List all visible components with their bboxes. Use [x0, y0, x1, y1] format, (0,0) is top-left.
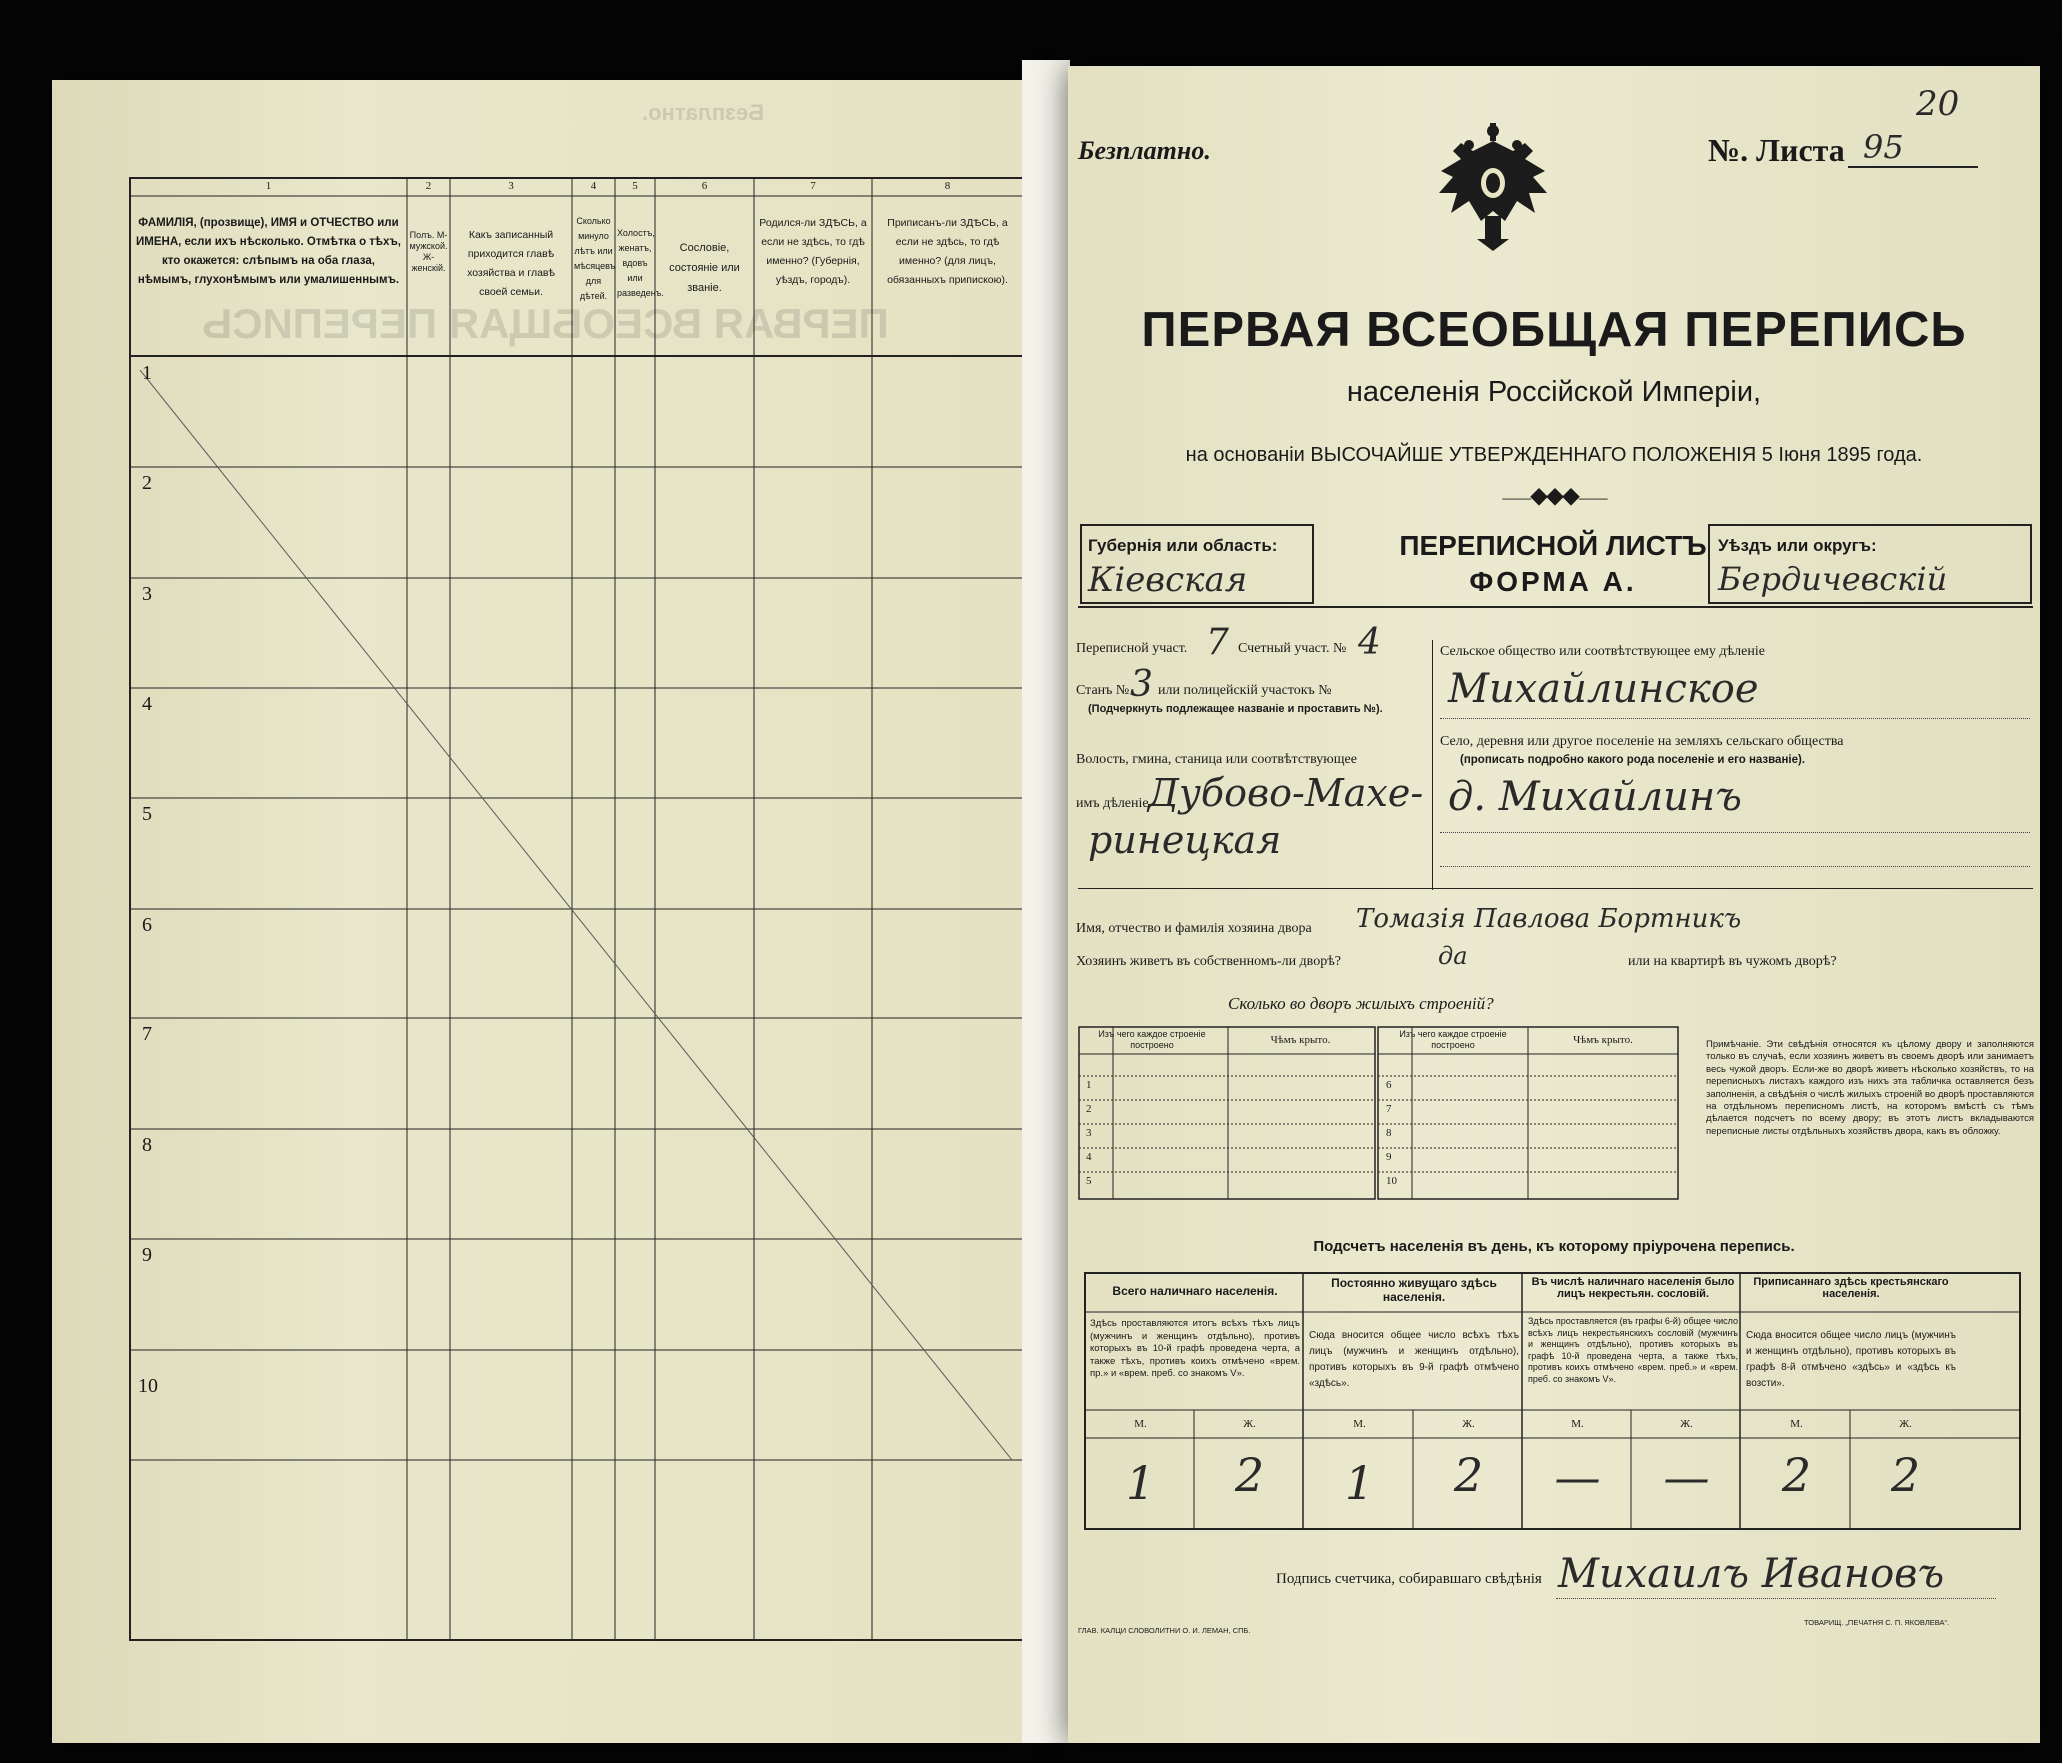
bld-row-number: 1	[1086, 1079, 1092, 1091]
count-value: 2	[1781, 1448, 1812, 1502]
rural-society-value: Михайлинское	[1448, 666, 1759, 712]
volost-label-2: имъ дѣленіе	[1076, 796, 1149, 811]
free-label: Безплатно.	[1078, 136, 1211, 165]
sex-f-label: Ж.	[1899, 1418, 1912, 1430]
count-header-total: Всего наличнаго населенія.	[1112, 1284, 1278, 1298]
rent-label: или на квартирѣ въ чужомъ дворѣ?	[1628, 954, 1837, 969]
sex-f-label: Ж.	[1243, 1418, 1256, 1430]
bld-row-number: 4	[1086, 1151, 1092, 1163]
sex-f-label: Ж.	[1680, 1418, 1693, 1430]
bld-row-number: 3	[1086, 1127, 1092, 1139]
count-value: 2	[1234, 1448, 1265, 1502]
volost-value: Дубово-Махе-	[1148, 771, 1424, 815]
district-label: Уѣздъ или округъ:	[1718, 536, 1877, 555]
own-yard-value: да	[1438, 942, 1468, 970]
row-number: 6	[142, 914, 152, 936]
count-value: 1	[1344, 1456, 1375, 1510]
count-value: 1	[1125, 1456, 1156, 1510]
left-page	[52, 80, 1027, 1743]
stan-value: 3	[1130, 664, 1153, 705]
col-header-sex: Полъ. М-мужской. Ж-женскій.	[409, 230, 448, 273]
underline-note: (Подчеркнуть подлежащее названіе и проставить №).	[1088, 703, 1383, 715]
sheet-number-value: 95	[1863, 128, 1904, 166]
district-value: Бердичевскій	[1718, 560, 1948, 598]
bleed-through-title: ПЕРВАЯ ВСЕОБЩАЯ ПЕРЕПИСЬ	[202, 300, 889, 347]
province-label: Губернія или область:	[1088, 536, 1278, 555]
col-header-estate: Сословіе, состояніе или званіе.	[669, 242, 740, 294]
count-header-non-peasant: Въ числѣ наличнаго населенія было лицъ некрестьян. сословій.	[1531, 1276, 1735, 1300]
bld-row-number: 5	[1086, 1175, 1092, 1187]
printer-mark-left: ГЛАВ. КАЛЦИ СЛОВОЛИТНИ О. И. ЛЕМАН, СПБ.	[1078, 1626, 1251, 1635]
count-value: 2	[1890, 1448, 1921, 1502]
page-title: ПЕРВАЯ ВСЕОБЩАЯ ПЕРЕПИСЬ	[1141, 303, 1967, 357]
col-header-relation: Какъ записанный приходится главѣ хозяйства и главѣ своей семьи.	[467, 229, 555, 298]
sheet-number-label: №. Листа	[1708, 132, 1845, 168]
row-number: 7	[142, 1023, 152, 1045]
sex-m-label: М.	[1134, 1418, 1147, 1430]
col-number: 2	[425, 180, 432, 192]
count-header-peasant: Приписаннаго здѣсь крестьянскаго населенія.	[1753, 1276, 1949, 1300]
col-header-birthplace: Родился-ли ЗДѢСЬ, а если не здѣсь, то гдѣ именно? (Губернія, уѣздъ, городъ).	[759, 217, 867, 286]
archive-number: 20	[1916, 84, 1960, 124]
col-number: 1	[265, 180, 272, 192]
count-desc-resident: Сюда вносится общее число всѣхъ тѣхъ лицъ (мужчинъ и женщинъ отдѣльно), противъ которыхъ въ 9-й графѣ отмѣчено «здѣсь».	[1309, 1330, 1519, 1389]
note-text: Примѣчаніе. Эти свѣдѣнія относятся къ цѣлому двору и заполняются только въ случаѣ, если хозяинъ живетъ въ своемъ дворѣ или занимаетъ весь чужой дворъ. Если-же во дворѣ живетъ нѣсколько хозяйствъ, то на переписныхъ листахъ каждого изъ нихъ эта табличка оставляется безъ заполненія, а свѣдѣнія о числѣ жилыхъ строеній во дворѣ проставляются на отдѣльномъ переписномъ листѣ, на которомъ вмѣстѣ съ тѣмъ дѣлается подсчетъ по всему двору; въ этотъ листъ вкладываются переписные листы отдѣльныхъ хозяйствъ двора, какъ въ обложку.	[1706, 1039, 2034, 1137]
row-number: 5	[142, 803, 152, 825]
count-value: 2	[1453, 1448, 1484, 1502]
row-number: 2	[142, 472, 152, 494]
count-header-resident: Постоянно живущаго здѣсь населенія.	[1331, 1276, 1497, 1304]
row-number: 9	[142, 1244, 152, 1266]
census-district-label: Переписной участ.	[1076, 641, 1188, 656]
right-page	[1068, 66, 2040, 1743]
rural-society-label: Сельское общество или соотвѣтствующее ему дѣленіе	[1440, 644, 1765, 659]
bld-header-material: Изъ чего каждое строеніе построено	[1098, 1029, 1206, 1050]
col-number: 6	[701, 180, 708, 192]
legal-basis: на основаніи ВЫСОЧАЙШЕ УТВЕРЖДЕННАГО ПОЛОЖЕНІЯ 5 Іюня 1895 года.	[1185, 444, 1923, 466]
imperial-eagle-emblem	[1433, 121, 1553, 251]
col-number: 8	[944, 180, 951, 192]
owner-value: Томазія Павлова Бортникъ	[1356, 904, 1742, 934]
row-number: 4	[142, 693, 152, 715]
province-value: Кіевская	[1088, 560, 1248, 600]
stan-label: Станъ №	[1076, 683, 1130, 698]
row-number: 3	[142, 583, 152, 605]
col-header-registered: Приписанъ-ли ЗДѢСЬ, а если не здѣсь, то гдѣ именно? (для лицъ, обязанныхъ припискою).	[887, 217, 1008, 286]
village-value: д. Михайлинъ	[1448, 774, 1742, 820]
count-district-value: 4	[1358, 622, 1381, 663]
village-note: (прописать подробно какого рода поселеніе и его названіе).	[1460, 754, 1806, 766]
form-subtitle: ФОРМА А.	[1469, 566, 1637, 597]
printer-mark-right: ТОВАРИЩ. „ПЕЧАТНЯ С. П. ЯКОВЛЕВА“.	[1804, 1618, 1950, 1627]
col-number: 3	[508, 180, 514, 192]
count-desc-peasant: Сюда вносится общее число лицъ (мужчинъ и женщинъ отдѣльно), противъ которыхъ въ графѣ 8-й отмѣчено «здѣсь» и «здѣсь къ возсти».	[1746, 1330, 1956, 1389]
buildings-label: Сколько во дворъ жилыхъ строеній?	[1228, 994, 1494, 1013]
village-label: Село, деревня или другое поселеніе на земляхъ сельскаго общества	[1440, 734, 1844, 749]
owner-label: Имя, отчество и фамилія хозяина двора	[1076, 921, 1312, 936]
bld-row-number: 6	[1386, 1079, 1392, 1091]
bld-row-number: 8	[1386, 1127, 1392, 1139]
bld-row-number: 7	[1386, 1103, 1392, 1115]
count-desc-total: Здѣсь проставляются итогъ всѣхъ тѣхъ лицъ (мужчинъ и женщинъ отдѣльно), противъ которыхъ въ 10-й графѣ проведена черта, а также тѣхъ, противъ коихъ отмѣчено «врем. пр.» и «врем. преб. со знакомъ V».	[1090, 1318, 1300, 1379]
page-subtitle: населенія Россійской Имперіи,	[1346, 376, 1762, 408]
binding-guard-strip	[1022, 60, 1070, 1743]
count-desc-non-peasant: Здѣсь проставляется (въ графы 6-й) общее число всѣхъ лицъ некрестьянскихъ сословій (мужчинъ и женщинъ отдѣльно), противъ которыхъ въ графѣ 10-й проведена черта, а также тѣхъ, противъ коихъ отмѣчено «врем. преб.» и «врем. преб. со знакомъ V».	[1528, 1316, 1738, 1384]
col-number: 5	[632, 180, 638, 192]
sex-m-label: М.	[1790, 1418, 1803, 1430]
signature-value: Михаилъ Ивановъ	[1558, 1551, 1945, 1597]
row-number: 1	[142, 362, 152, 384]
col-header-age: Сколько минуло лѣтъ или мѣсяцевъ для дѣтей.	[574, 216, 616, 301]
volost-label: Волость, гмина, станица или соотвѣтствующее	[1076, 752, 1357, 767]
signature-label: Подпись счетчика, собиравшаго свѣдѣнія	[1276, 1571, 1542, 1587]
sex-m-label: М.	[1353, 1418, 1366, 1430]
bld-header-material-2: Изъ чего каждое строеніе построено	[1399, 1029, 1507, 1050]
bld-header-roof-2: Чѣмъ крыто.	[1573, 1034, 1633, 1046]
volost-value-2: ринецкая	[1088, 818, 1282, 862]
row-number: 10	[138, 1375, 158, 1397]
count-value: —	[1554, 1450, 1601, 1504]
bld-row-number: 10	[1386, 1175, 1397, 1187]
bleed-through-text: Безплатно.	[642, 100, 765, 125]
bld-row-number: 9	[1386, 1151, 1392, 1163]
form-title: ПЕРЕПИСНОЙ ЛИСТЪ	[1399, 530, 1707, 561]
sex-f-label: Ж.	[1462, 1418, 1475, 1430]
diagonal-cancel-line	[140, 370, 1012, 1460]
left-table-grid	[52, 80, 1027, 1743]
vertical-divider	[1432, 640, 1433, 890]
ornament-divider: ⸺◆◆◆⸺	[1501, 488, 1607, 508]
count-title: Подсчетъ населенія въ день, къ которому пріурочена перепись.	[1313, 1238, 1795, 1255]
census-district-value: 7	[1206, 622, 1229, 663]
row-number: 8	[142, 1134, 152, 1156]
own-yard-label: Хозяинъ живетъ въ собственномъ-ли дворѣ?	[1076, 954, 1342, 969]
bld-row-number: 2	[1086, 1103, 1092, 1115]
count-value: —	[1663, 1450, 1710, 1504]
col-header-marital: Холостъ, женатъ, вдовъ или разведенъ.	[617, 228, 664, 298]
police-label: или полицейскій участокъ №	[1158, 683, 1332, 698]
sex-m-label: М.	[1571, 1418, 1584, 1430]
col-number: 4	[590, 180, 597, 192]
col-header-name: ФАМИЛІЯ, (прозвище), ИМЯ и ОТЧЕСТВО или ИМЕНА, если ихъ нѣсколько. Отмѣтка о тѣхъ, кто окажется: слѣпымъ на оба глаза, нѣмымъ, глухонѣмымъ или умалишеннымъ.	[136, 217, 401, 286]
bld-header-roof: Чѣмъ крыто.	[1270, 1034, 1331, 1046]
count-district-label: Счетный участ. №	[1238, 641, 1347, 656]
col-number: 7	[810, 180, 816, 192]
